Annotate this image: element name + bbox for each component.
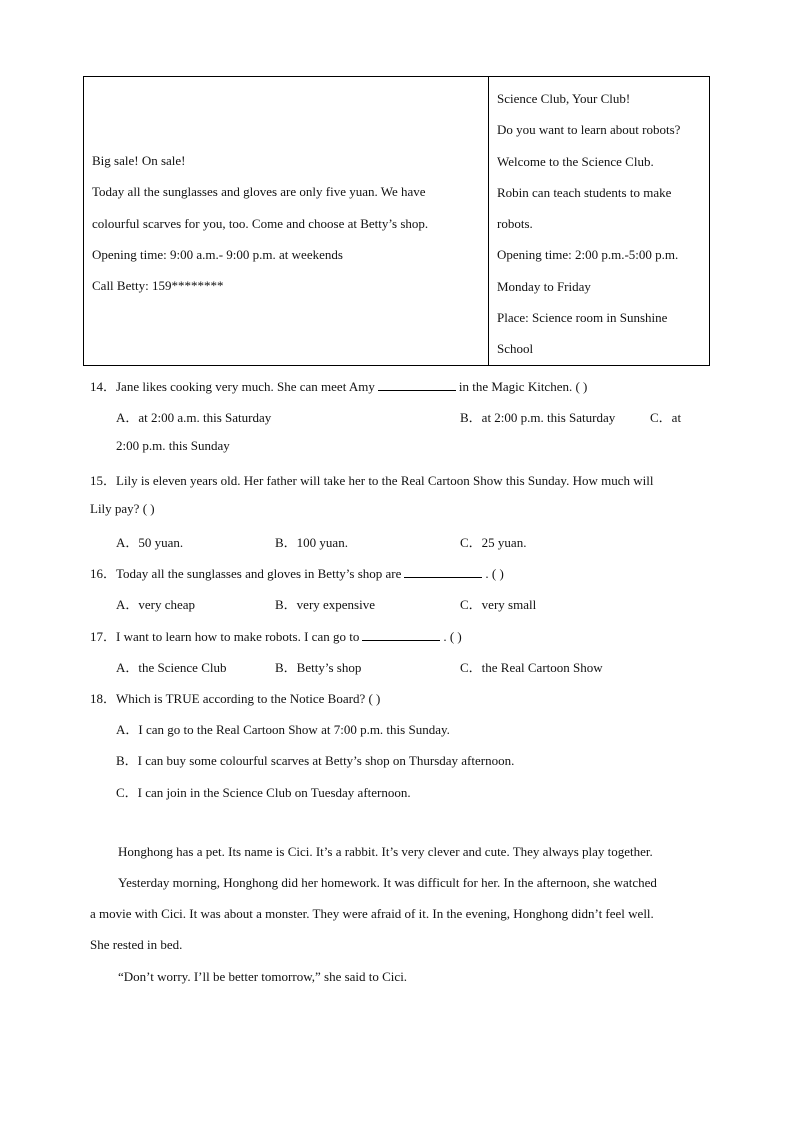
question-16-option-c: C．very small	[460, 597, 537, 612]
answer-blank	[378, 378, 456, 391]
question-15-stem: 15．Lily is eleven years old. Her father will take her to the Real Cartoon Show this Sunday. How much will	[90, 473, 654, 488]
passage-paragraph-2: Yesterday morning, Honghong did her homework. It was difficult for her. In the afternoon, she watched	[118, 875, 657, 890]
question-14-option-c-continued: 2:00 p.m. this Sunday	[116, 438, 230, 453]
question-18-stem: 18．Which is TRUE according to the Notice Board? ( )	[90, 691, 381, 706]
science-club-notice	[489, 77, 709, 365]
notice-line: Robin can teach students to make	[497, 184, 672, 200]
notice-line: colourful scarves for you, too. Come and choose at Betty’s shop.	[92, 215, 429, 231]
notice-line: Opening time: 2:00 p.m.-5:00 p.m.	[497, 247, 679, 263]
question-14-option-a: A．at 2:00 a.m. this Saturday	[116, 410, 272, 425]
question-17-stem: 17．I want to learn how to make robots. I can go to . ( )	[90, 629, 462, 644]
question-14-option-c: C．at	[650, 410, 682, 425]
notice-line: Big sale! On sale!	[92, 153, 186, 168]
question-15-option-b: B．100 yuan.	[275, 535, 348, 550]
question-16-stem: 16．Today all the sunglasses and gloves in Betty’s shop are . ( )	[90, 566, 504, 581]
question-18-option-c: C．I can join in the Science Club on Tuesday afternoon.	[116, 785, 411, 800]
notice-line: School	[497, 341, 534, 357]
question-16-option-b: B．very expensive	[275, 597, 376, 612]
passage-paragraph-2-line-3: She rested in bed.	[90, 937, 183, 952]
notice-board-table	[83, 76, 710, 366]
notice-line: Science Club, Your Club!	[497, 91, 631, 106]
question-17-option-b: B．Betty’s shop	[275, 660, 362, 675]
answer-blank	[362, 628, 440, 641]
question-17-option-a: A．the Science Club	[116, 660, 227, 675]
question-18-option-a: A．I can go to the Real Cartoon Show at 7:00 p.m. this Sunday.	[116, 722, 450, 737]
question-18-option-b: B．I can buy some colourful scarves at Betty’s shop on Thursday afternoon.	[116, 753, 515, 768]
question-14-option-b: B．at 2:00 p.m. this Saturday	[460, 410, 616, 425]
passage-paragraph-1: Honghong has a pet. Its name is Cici. It’s a rabbit. It’s very clever and cute. They always play together.	[118, 844, 653, 859]
notice-line: Welcome to the Science Club.	[497, 153, 654, 169]
question-15-stem-continued: Lily pay? ( )	[90, 501, 155, 516]
question-14-stem: 14．Jane likes cooking very much. She can meet Amy in the Magic Kitchen. ( )	[90, 379, 588, 394]
question-15-option-a: A．50 yuan.	[116, 535, 184, 550]
question-16-option-a: A．very cheap	[116, 597, 196, 612]
notice-line: Call Betty: 159********	[92, 278, 224, 294]
notice-line: Place: Science room in Sunshine	[497, 310, 668, 326]
passage-paragraph-3: “Don’t worry. I’ll be better tomorrow,” she said to Cici.	[118, 969, 408, 984]
notice-line: Opening time: 9:00 a.m.- 9:00 p.m. at weekends	[92, 246, 343, 262]
notice-line: Do you want to learn about robots?	[497, 122, 681, 138]
notice-line: Today all the sunglasses and gloves are only five yuan. We have	[92, 184, 426, 200]
question-17-option-c: C．the Real Cartoon Show	[460, 660, 603, 675]
question-15-option-c: C．25 yuan.	[460, 535, 527, 550]
betty-shop-notice	[84, 77, 489, 365]
notice-line: Monday to Friday	[497, 278, 591, 294]
notice-line: robots.	[497, 216, 533, 232]
passage-paragraph-2-line-2: a movie with Cici. It was about a monster. They were afraid of it. In the evening, Honghong didn’t feel well.	[90, 906, 654, 921]
answer-blank	[404, 565, 482, 578]
